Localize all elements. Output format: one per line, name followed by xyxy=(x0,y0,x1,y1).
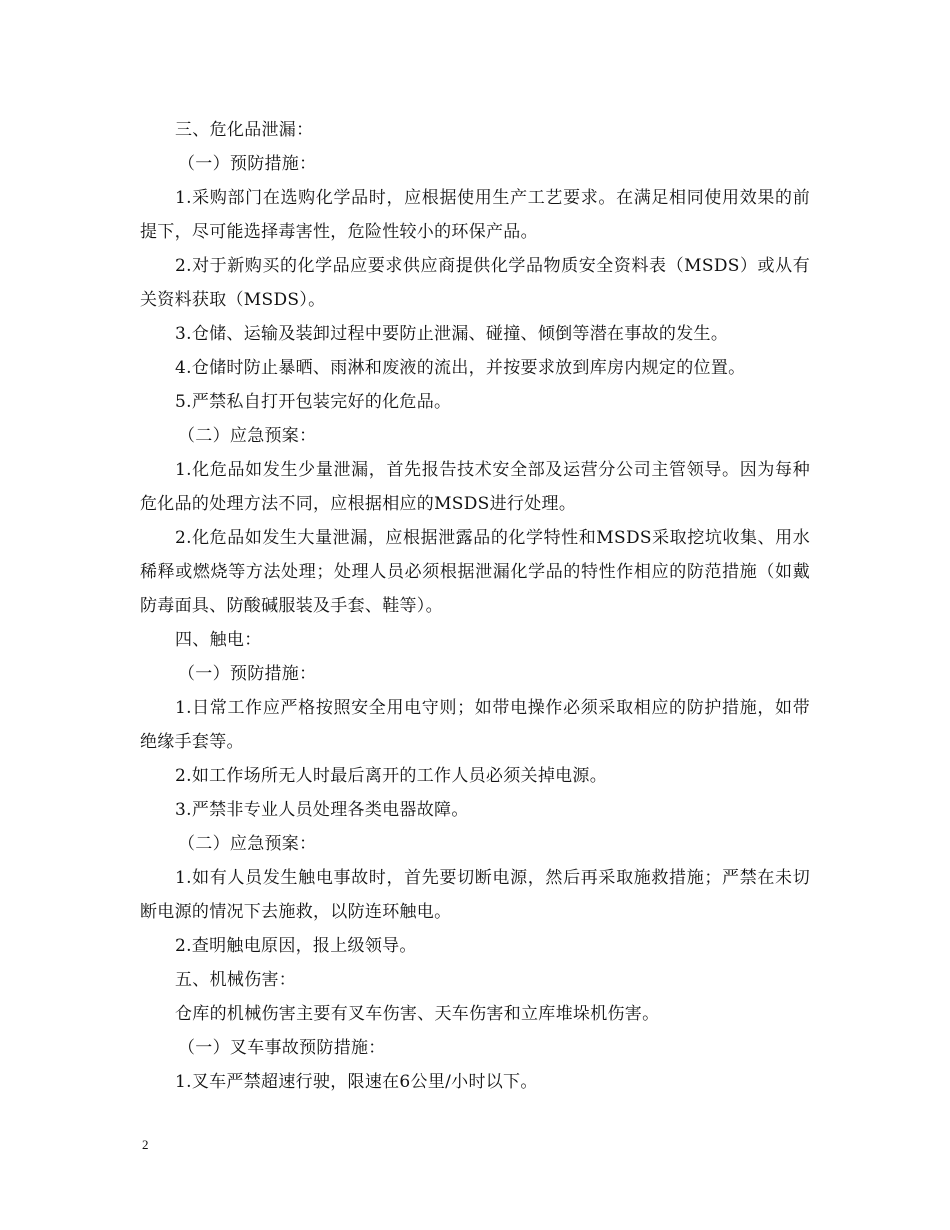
paragraph: 2.查明触电原因，报上级领导。 xyxy=(175,936,417,956)
paragraph: 1.如有人员发生触电事故时，首先要切断电源，然后再采取施救措施；严禁在未切断电源的情况下去施救，以防连环触电。 xyxy=(140,868,810,922)
paragraph: 5.严禁私自打开包装完好的化危品。 xyxy=(175,392,452,412)
paragraph: 1.日常工作应严格按照安全用电守则；如带电操作必须采取相应的防护措施，如带绝缘手套等。 xyxy=(140,698,810,752)
paragraph: 3.严禁非专业人员处理各类电器故障。 xyxy=(175,800,469,820)
paragraph: 1.叉车严禁超速行驶，限速在6公里/小时以下。 xyxy=(175,1072,538,1092)
paragraph: 1.化危品如发生少量泄漏，首先报告技术安全部及运营分公司主管领导。因为每种危化品的处理方法不同，应根据相应的MSDS进行处理。 xyxy=(140,460,810,514)
document-body xyxy=(140,113,810,1099)
paragraph: 1.采购部门在选购化学品时，应根据使用生产工艺要求。在满足相同使用效果的前提下，尽可能选择毒害性，危险性较小的环保产品。 xyxy=(140,188,810,242)
section-heading: 四、触电： xyxy=(175,630,262,650)
paragraph: 4.仓储时防止暴晒、雨淋和废液的流出，并按要求放到库房内规定的位置。 xyxy=(175,358,746,378)
subsection-heading: （二）应急预案： xyxy=(178,426,317,446)
paragraph: 2.对于新购买的化学品应要求供应商提供化学品物质安全资料表（MSDS）或从有关资料获取（MSDS）。 xyxy=(140,256,810,310)
subsection-heading: （二）应急预案： xyxy=(178,834,317,854)
paragraph: 3.仓储、运输及装卸过程中要防止泄漏、碰撞、倾倒等潜在事故的发生。 xyxy=(175,324,729,344)
section-heading: 五、机械伤害： xyxy=(175,970,297,990)
subsection-heading: （一）预防措施： xyxy=(178,154,317,174)
paragraph: 仓库的机械伤害主要有叉车伤害、天车伤害和立库堆垛机伤害。 xyxy=(175,1004,660,1024)
paragraph: 2.如工作场所无人时最后离开的工作人员必须关掉电源。 xyxy=(175,766,608,786)
section-heading: 三、危化品泄漏： xyxy=(175,120,314,140)
page-number: 2 xyxy=(142,1137,149,1152)
subsection-heading: （一）预防措施： xyxy=(178,664,317,684)
paragraph: 2.化危品如发生大量泄漏，应根据泄露品的化学特性和MSDS采取挖坑收集、用水稀释或燃烧等方法处理；处理人员必须根据泄漏化学品的特性作相应的防范措施（如戴防毒面具、防酸碱服装及手套、鞋等）。 xyxy=(140,528,810,616)
subsection-heading: （一）叉车事故预防措施： xyxy=(178,1038,386,1058)
